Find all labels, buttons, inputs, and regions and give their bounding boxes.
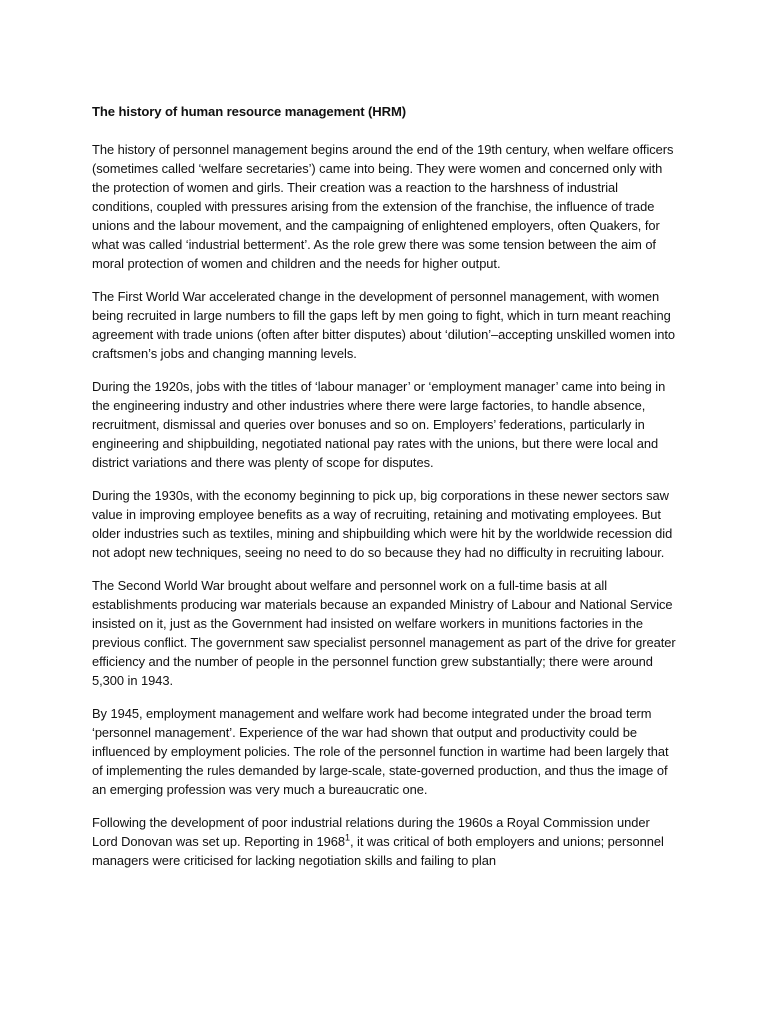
paragraph-welfare-officers: The history of personnel management begins around the end of the 19th century, when welfare officers (sometimes called ‘welfare secretaries’) came into being. They were women and concerned only with the protection of women and girls. Their creation was a reaction to the harshness of industrial conditions, coupled with pressures arising from the extension of the franchise, the influence of trade unions and the labour movement, and the campaigning of enlightened employers, often Quakers, for what was called ‘industrial betterment’. As the role grew there was some tension between the aim of moral protection of women and children and the needs for higher output. <box>92 142 674 271</box>
paragraph-1920s: During the 1920s, jobs with the titles of ‘labour manager’ or ‘employment manager’ came into being in the engineering industry and other industries where there were large factories, to handle absence, recruitment, dismissal and queries over bonuses and so on. Employers’ federations, particularly in engineering and shipbuilding, negotiated national pay rates with the unions, but there were local and district variations and there was plenty of scope for disputes. <box>92 379 666 470</box>
paragraph-second-world-war: The Second World War brought about welfare and personnel work on a full-time basis at all establishments producing war materials because an expanded Ministry of Labour and National Service insisted on it, just as the Government had insisted on welfare workers in munitions factories in the previous conflict. The government saw specialist personnel management as part of the drive for greater efficiency and the number of people in the personnel function grew substantially; there were around 5,300 in 1943. <box>92 578 676 688</box>
footnote-reference[interactable]: 1 <box>345 832 350 843</box>
paragraph-text-after-footnote: , it was critical of both employers and unions; personnel managers were criticised for lacking negotiation skills and failing to plan <box>92 834 664 868</box>
paragraph-1945: By 1945, employment management and welfare work had become integrated under the broad term ‘personnel management’. Experience of the war had shown that output and productivity could be influenced by employment policies. The role of the personnel function in wartime had been largely that of implementing the rules demanded by large-scale, state-governed production, and thus the image of an emerging profession was very much a bureaucratic one. <box>92 706 669 797</box>
paragraph-first-world-war: The First World War accelerated change in the development of personnel management, with women being recruited in large numbers to fill the gaps left by men going to fight, which in turn meant reaching agreement with trade unions (often after bitter disputes) about ‘dilution’–accepting unskilled women into craftsmen’s jobs and changing manning levels. <box>92 289 676 361</box>
paragraph-1930s: During the 1930s, with the economy beginning to pick up, big corporations in these newer sectors saw value in improving employee benefits as a way of recruiting, retaining and motivating employees. But older industries such as textiles, mining and shipbuilding which were hit by the worldwide recession did not adopt new techniques, seeing no need to do so because they had no difficulty in recruiting labour. <box>92 488 673 560</box>
paragraph-text-before-footnote: Following the development of poor industrial relations during the 1960s a Royal Commission under Lord Donovan was set up. Reporting in 1968 <box>92 815 650 849</box>
paragraph-royal-commission <box>92 813 678 870</box>
document-title: The history of human resource management (HRM) <box>92 104 407 119</box>
